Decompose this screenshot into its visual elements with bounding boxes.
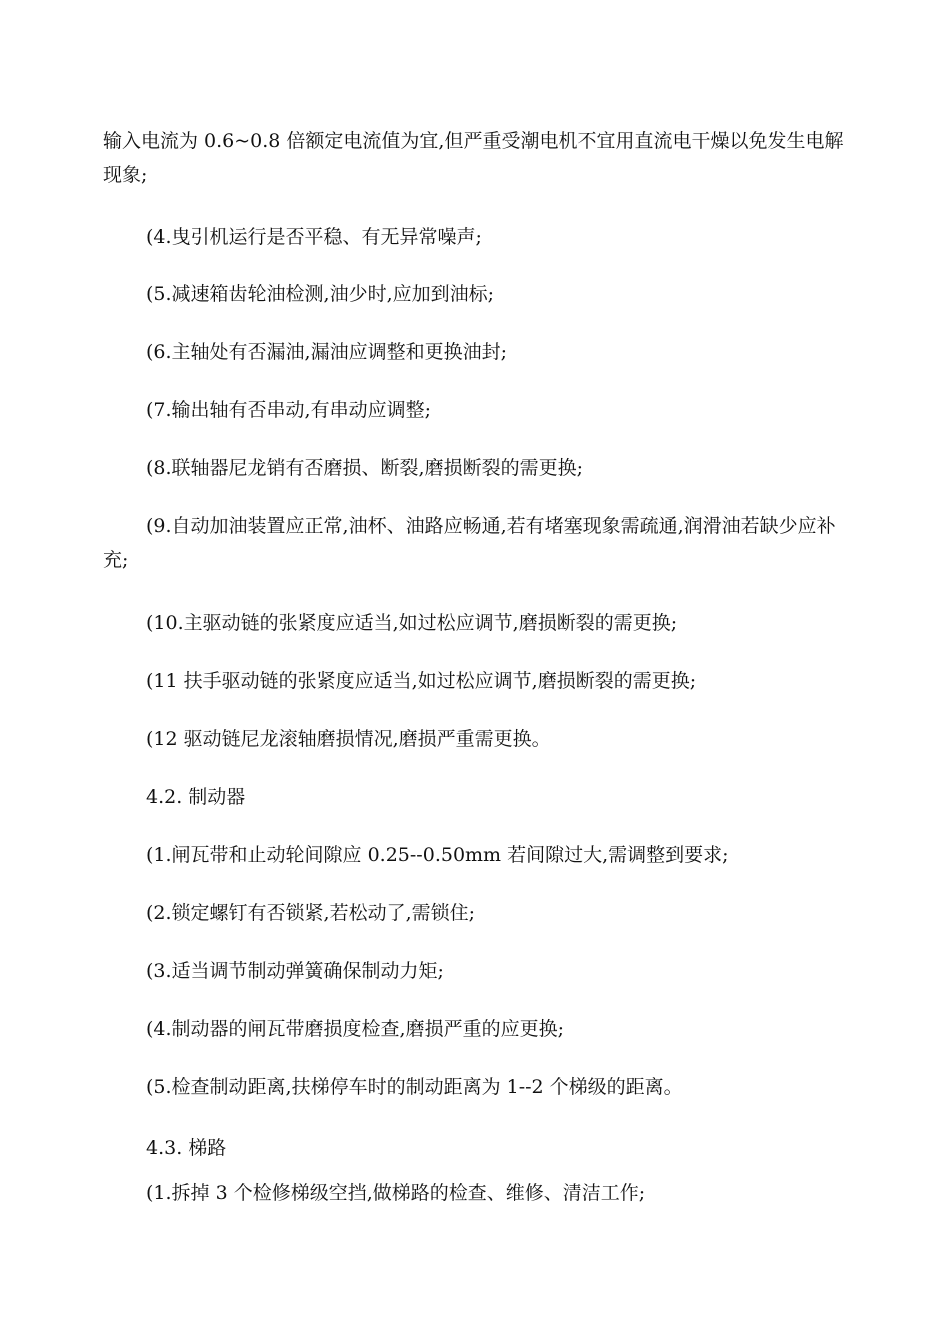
list-item: (3.适当调节制动弹簧确保制动力矩; bbox=[146, 960, 444, 982]
list-item: (9.自动加油装置应正常,油杯、油路应畅通,若有堵塞现象需疏通,润滑油若缺少应补充; bbox=[103, 515, 836, 571]
section-heading: 4.3. 梯路 bbox=[146, 1137, 227, 1159]
list-item: (4.制动器的闸瓦带磨损度检查,磨损严重的应更换; bbox=[146, 1018, 564, 1040]
list-item: (7.输出轴有否串动,有串动应调整; bbox=[146, 399, 431, 421]
list-item: (6.主轴处有否漏油,漏油应调整和更换油封; bbox=[146, 341, 507, 363]
paragraph-continuation: 输入电流为 0.6~0.8 倍额定电流值为宜,但严重受潮电机不宜用直流电干燥以免发生电解现象; bbox=[103, 130, 844, 186]
list-item: (1.拆掉 3 个检修梯级空挡,做梯路的检查、维修、清洁工作; bbox=[146, 1182, 646, 1204]
list-item: (4.曳引机运行是否平稳、有无异常噪声; bbox=[146, 226, 482, 248]
list-item: (5.检查制动距离,扶梯停车时的制动距离为 1--2 个梯级的距离。 bbox=[146, 1076, 683, 1098]
list-item: (12 驱动链尼龙滚轴磨损情况,磨损严重需更换。 bbox=[146, 728, 551, 750]
list-item: (10.主驱动链的张紧度应适当,如过松应调节,磨损断裂的需更换; bbox=[146, 612, 678, 634]
list-item: (11 扶手驱动链的张紧度应适当,如过松应调节,磨损断裂的需更换; bbox=[146, 670, 697, 692]
list-item: (2.锁定螺钉有否锁紧,若松动了,需锁住; bbox=[146, 902, 476, 924]
list-item: (5.减速箱齿轮油检测,油少时,应加到油标; bbox=[146, 283, 495, 305]
section-heading: 4.2. 制动器 bbox=[146, 786, 246, 808]
list-item: (1.闸瓦带和止动轮间隙应 0.25--0.50mm 若间隙过大,需调整到要求; bbox=[146, 844, 729, 866]
list-item: (8.联轴器尼龙销有否磨损、断裂,磨损断裂的需更换; bbox=[146, 457, 583, 479]
